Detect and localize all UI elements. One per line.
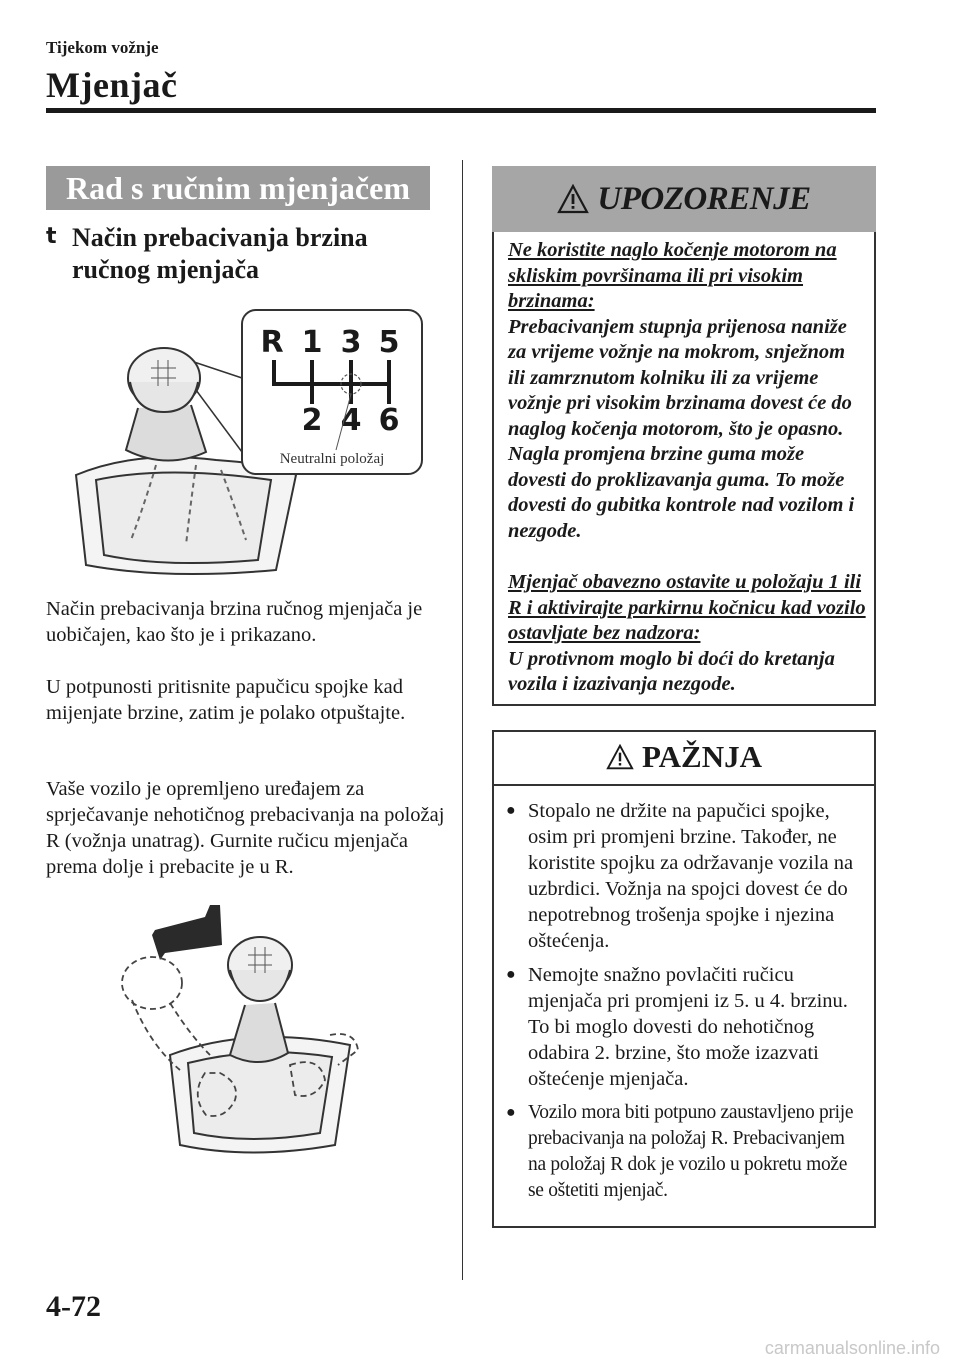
caution-item-text: Nemojte snažno povlačiti ručicu mjenjača pri promjeni iz 5. u 4. brzinu. To bi moglo dovesti do nehotičnog odabira 2. brzine, što može izazvati oštećenje mjenjača. bbox=[528, 964, 848, 1090]
neutral-label: Neutralni položaj bbox=[279, 451, 385, 467]
caution-list bbox=[506, 790, 866, 1204]
warning-triangle-icon bbox=[557, 184, 589, 214]
caution-header bbox=[492, 730, 876, 786]
warning-heading: Ne koristite naglo kočenje motorom na skliskim površinama ili pri visokim brzinama: bbox=[508, 239, 837, 312]
warning-title: UPOZORENJE bbox=[597, 180, 811, 217]
caution-item bbox=[506, 1100, 866, 1204]
caution-triangle-icon bbox=[606, 744, 634, 770]
gear-label: 2 bbox=[301, 403, 323, 438]
subheading: Način prebacivanja brzina ručnog mjenjača bbox=[72, 223, 368, 284]
bullet-icon: ● bbox=[506, 802, 516, 819]
caution-item-text: Stopalo ne držite na papučici spojke, osim pri promjeni brzine. Također, ne koristite spojku za održavanje vozila na uzbrdici. Vožnja na spojci dovest će do nepotrebnog trošenja spojke i njezina oštećenja. bbox=[528, 800, 854, 952]
warning-text: Prebacivanjem stupnja prijenosa naniže za vrijeme vožnje na mokrom, snježnom ili zamrznutom kolniku ili za vrijeme vožnje pri visokim brzinama dovest će do naglog kočenja motorom, što je opasno. Nagla promjena brzine guma može dovesti do proklizavanja guma. To može dovesti do gubitka kontrole nad vozilom i nezgode. bbox=[508, 315, 855, 542]
header-rule bbox=[46, 108, 876, 113]
bullet-icon: ● bbox=[506, 1104, 516, 1121]
gear-label: 1 bbox=[301, 325, 323, 360]
warning-heading: Mjenjač obavezno ostavite u položaju 1 ili R i aktivirajte parkirnu kočnicu kad vozilo ostavljate bez nadzora: bbox=[508, 571, 866, 644]
paragraph: Vaše vozilo je opremljeno uređajem za sprječavanje nehotičnog prebacivanja na položaj R (vožnja unatrag). Gurnite ručicu mjenjača prema dolje i prebacite je u R. bbox=[46, 778, 445, 878]
paragraph: Način prebacivanja brzina ručnog mjenjača je uobičajen, kao što je i prikazano. bbox=[46, 598, 423, 646]
gear-shift-pattern-figure bbox=[46, 300, 446, 580]
gear-label: R bbox=[260, 325, 284, 360]
push-down-arrow-icon bbox=[152, 905, 222, 960]
warning-header bbox=[492, 166, 876, 232]
gear-label: 6 bbox=[378, 403, 400, 438]
page-number: 4-72 bbox=[46, 1290, 101, 1323]
caution-item bbox=[506, 798, 866, 954]
column-divider bbox=[462, 160, 463, 1280]
reverse-shift-figure bbox=[110, 905, 410, 1160]
subheading-bullet: t bbox=[46, 224, 57, 249]
caution-item-text: Vozilo mora biti potpuno zaustavljeno prije prebacivanja na položaj R. Prebacivanjem na položaj R dok je vozilo u pokretu može se oštetiti mjenjač. bbox=[528, 1102, 854, 1201]
warning-body bbox=[508, 238, 866, 698]
bullet-icon: ● bbox=[506, 966, 516, 983]
paragraph: U potpunosti pritisnite papučicu spojke kad mijenjate brzine, zatim je polako otpuštajte. bbox=[46, 676, 406, 724]
warning-text: U protivnom moglo bi doći do kretanja vozila i izazivanja nezgode. bbox=[508, 647, 835, 695]
page-title: Mjenjač bbox=[46, 65, 178, 105]
gear-label: 5 bbox=[378, 325, 400, 360]
footer-watermark: carmanualsonline.info bbox=[764, 1338, 940, 1358]
gear-label: 3 bbox=[340, 325, 362, 360]
gear-label: 4 bbox=[340, 403, 362, 438]
callout-line-top bbox=[194, 362, 242, 378]
header-section-label: Tijekom vožnje bbox=[46, 38, 159, 57]
section-banner: Rad s ručnim mjenjačem bbox=[46, 166, 430, 210]
caution-item bbox=[506, 962, 866, 1092]
caution-title: PAŽNJA bbox=[642, 739, 762, 774]
